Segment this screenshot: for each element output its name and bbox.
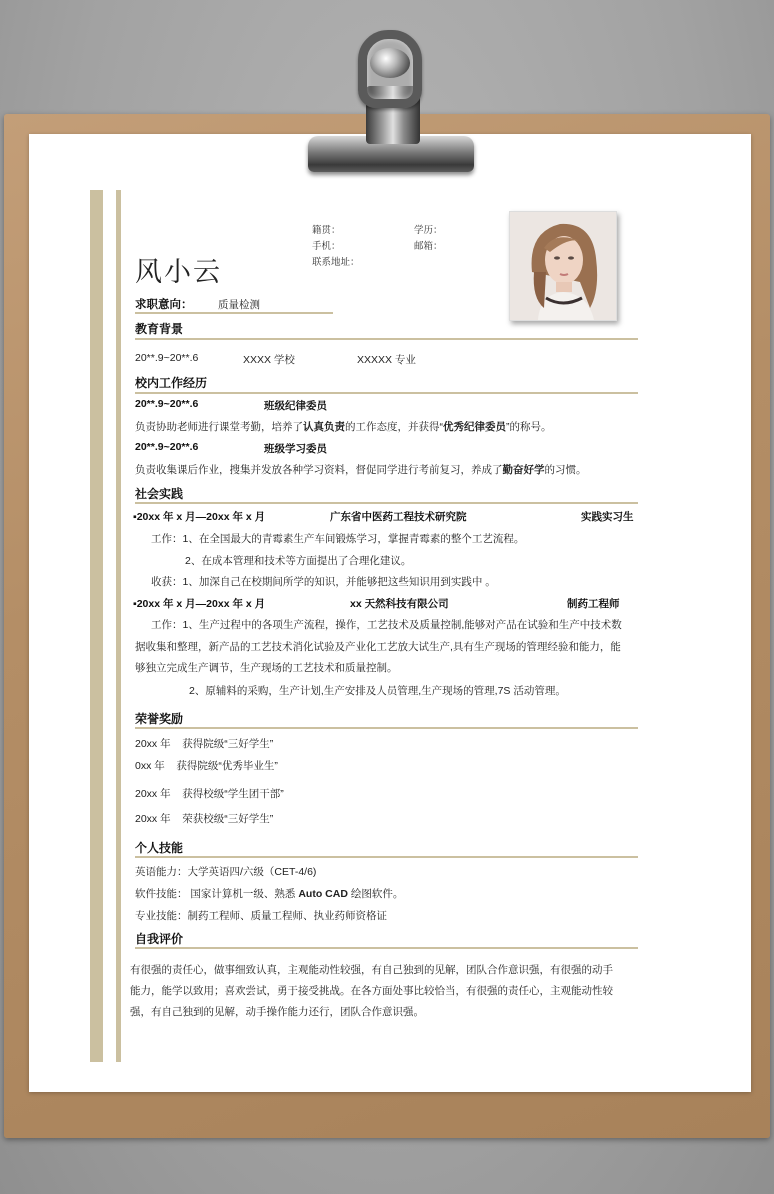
candidate-name: 风小云 xyxy=(135,257,222,288)
address-label: 联系地址： xyxy=(312,257,360,268)
job-line: 2、在成本管理和技术等方面提出了合理化建议。 xyxy=(185,555,412,567)
education-school: XXXX 学校 xyxy=(243,354,295,366)
job-line: 工作：1、在全国最大的青霉素生产车间锻炼学习，掌握青霉素的整个工艺流程。 xyxy=(151,533,525,545)
section-divider xyxy=(135,392,638,394)
section-title-skills: 个人技能 xyxy=(135,841,184,855)
job-line: 工作：1、生产过程中的各项生产流程，操作，工艺技术及质量控制,能够对产品在试验和生产中技术数 xyxy=(151,619,622,631)
section-title-education: 教育背景 xyxy=(135,322,184,336)
section-title-practice: 社会实践 xyxy=(135,487,184,501)
decor-bar-thick xyxy=(90,190,103,1062)
decor-bar-thin xyxy=(116,190,121,1062)
job-period: ▪20xx 年 x 月—20xx 年 x 月 xyxy=(133,511,266,523)
skill-professional: 专业技能：制药工程师、质量工程师、执业药师资格证 xyxy=(135,910,387,922)
phone-label: 手机： xyxy=(312,241,341,252)
clip-ring xyxy=(358,30,422,108)
campus-period: 20**.9~20**.6 xyxy=(135,441,199,453)
job-role: 制药工程师 xyxy=(567,598,620,610)
self-eval-line: 有很强的责任心，做事细致认真，主观能动性较强，有自己独到的见解，团队合作意识强，有很强的动手 xyxy=(130,964,613,976)
email-label: 邮箱： xyxy=(414,241,443,252)
objective-label: 求职意向： xyxy=(135,299,193,311)
job-period: ▪20xx 年 x 月—20xx 年 x 月 xyxy=(133,598,266,610)
section-divider xyxy=(135,856,638,858)
honor-item: 0xx 年 获得院级“优秀毕业生” xyxy=(135,760,278,772)
job-line: 2、原辅料的采购，生产计划,生产安排及人员管理,生产现场的管理,7S 活动管理。 xyxy=(189,685,566,697)
campus-role: 班级学习委员 xyxy=(264,443,327,455)
job-org: 广东省中医药工程技术研究院 xyxy=(330,511,467,523)
education-major: XXXXX 专业 xyxy=(357,354,416,366)
objective-value: 质量检测 xyxy=(218,299,260,311)
hometown-label: 籍贯： xyxy=(312,225,341,236)
job-line: 据收集和整理，新产品的工艺技术消化试验及产业化工艺放大试生产,具有生产现场的管理经验和能力，能 xyxy=(135,641,621,653)
section-divider xyxy=(135,947,638,949)
self-eval-line: 能力，能学以致用；喜欢尝试，勇于接受挑战。在各方面处事比较恰当，有很强的责任心，主观能动性较 xyxy=(130,985,613,997)
profile-photo xyxy=(509,211,617,321)
education-period: 20**.9~20**.6 xyxy=(135,352,199,364)
job-role: 实践实习生 xyxy=(581,511,634,523)
section-title-self: 自我评价 xyxy=(135,932,184,946)
honor-item: 20xx 年 获得校级“学生团干部” xyxy=(135,788,284,800)
section-divider xyxy=(135,727,638,729)
section-divider xyxy=(135,502,638,504)
section-title-honors: 荣誉奖励 xyxy=(135,712,184,726)
section-title-campus: 校内工作经历 xyxy=(135,376,208,390)
campus-period: 20**.9~20**.6 xyxy=(135,398,199,410)
skill-english: 英语能力：大学英语四/六级（CET-4/6) xyxy=(135,866,317,878)
honor-item: 20xx 年 荣获校级“三好学生” xyxy=(135,813,274,825)
self-eval-line: 强，有自己独到的见解，动手操作能力还行，团队合作意识强。 xyxy=(130,1006,424,1018)
honor-item: 20xx 年 获得院级“三好学生” xyxy=(135,738,274,750)
skill-software: 软件技能： 国家计算机一级、熟悉 Auto CAD 绘图软件。 xyxy=(135,888,404,900)
campus-role: 班级纪律委员 xyxy=(264,400,327,412)
clip-knob xyxy=(370,48,410,78)
objective-underline xyxy=(135,312,333,314)
campus-desc: 负责协助老师进行课堂考勤，培养了认真负责的工作态度，并获得“优秀纪律委员”的称号。 xyxy=(135,421,552,433)
section-divider xyxy=(135,338,638,340)
campus-desc: 负责收集课后作业，搜集并发放各种学习资料，督促同学进行考前复习，养成了勤奋好学的习惯。 xyxy=(135,464,587,476)
job-line: 收获：1、加深自己在校期间所学的知识，并能够把这些知识用到实践中 。 xyxy=(151,576,496,588)
education-label: 学历： xyxy=(414,225,443,236)
job-line: 够独立完成生产调节，生产现场的工艺技术和质量控制。 xyxy=(135,662,398,674)
job-org: xx 天然科技有限公司 xyxy=(350,598,449,610)
